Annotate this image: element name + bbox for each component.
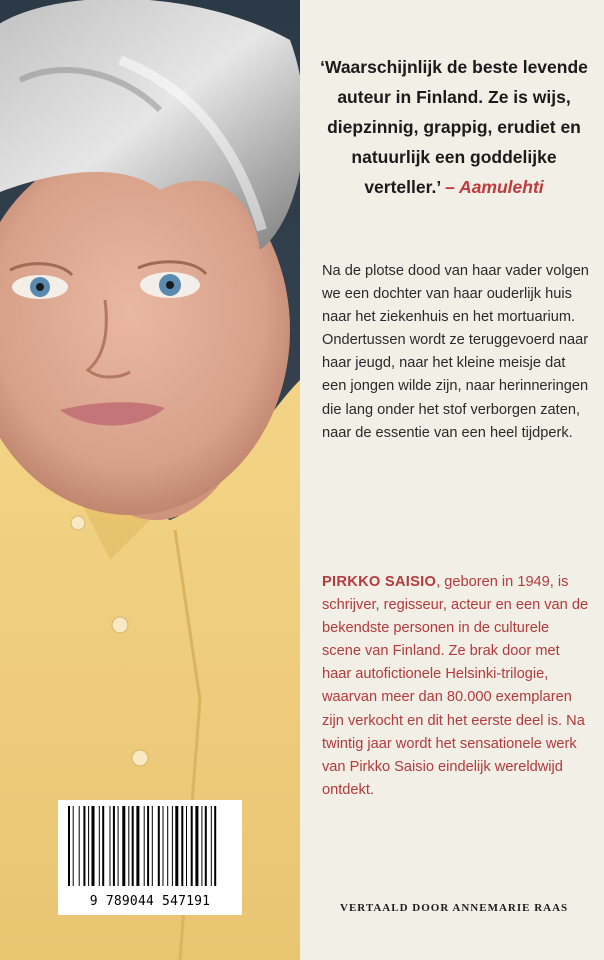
quote-source: – Aamulehti <box>445 177 544 197</box>
author-name: PIRKKO SAISIO <box>322 574 437 590</box>
author-bio <box>322 571 590 802</box>
blurb-quote <box>314 52 594 202</box>
quote-text: ‘Waarschijnlijk de beste levende auteur in Finland. Ze is wijs, diepzinnig, grappig, erudiet en natuurlijk een goddelijke verteller.’ <box>320 57 588 197</box>
isbn-number: 9 789044 547191 <box>89 894 211 909</box>
translator-credit: VERTAALD DOOR ANNEMARIE RAAS <box>340 902 569 914</box>
author-bio-text: , geboren in 1949, is schrijver, regisseur, acteur en een van de bekendste personen in de culturele scene van Finland. Ze brak door met haar autofictionele Helsinki-trilogie, waarvan meer dan 80.000 exemplaren zijn verkocht en dit het eerste deel is. Na twintig jaar wordt het sensationele werk van Pirkko Saisio eindelijk wereldwijd ontdekt. <box>322 574 589 798</box>
book-summary: Na de plotse dood van haar vader volgen we een dochter van haar ouderlijk huis naar het ziekenhuis en het mortuarium. Ondertussen wordt ze teruggevoerd naar haar jeugd, naar het kleine meisje dat een jongen wilde zijn, naar herinneringen die lang onder het stof verborgen zaten, naar de essentie van een heel tijdperk. <box>322 263 589 441</box>
barcode-bars <box>58 800 242 890</box>
isbn-barcode <box>58 800 242 915</box>
